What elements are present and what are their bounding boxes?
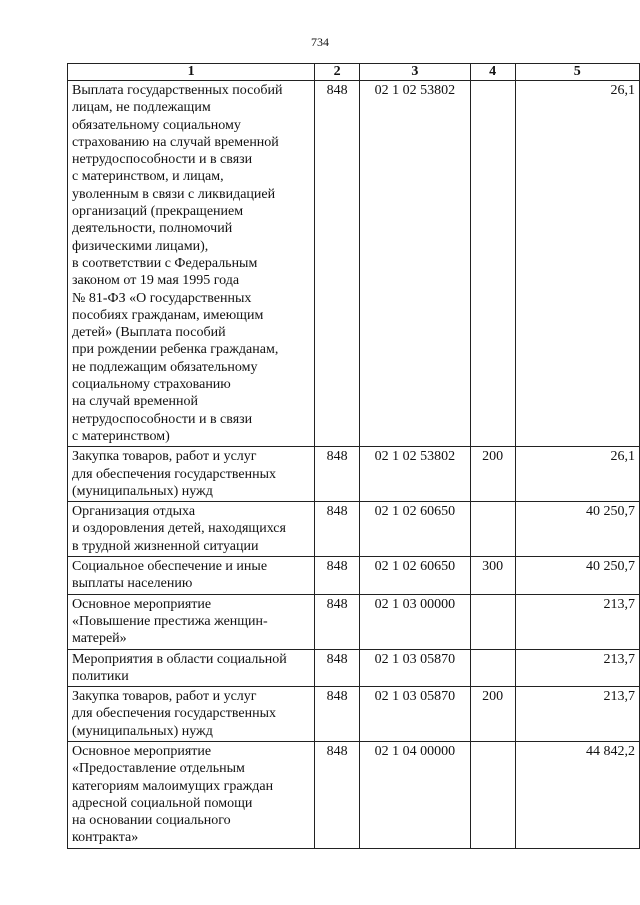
row-target-code: 02 1 02 53802 bbox=[360, 81, 471, 447]
row-ministry-code: 848 bbox=[315, 557, 360, 595]
row-name: Выплата государственных пособий лицам, не подлежащим обязательному социальному страхованию на случай временной нетрудоспособности и в связи с материнством, и лицам, уволенным в связи с ликвидацией организаций (прекращением деятельности, полномочий физическими лицами), в соответствии с Федеральным законом от 19 мая 1995 года № 81-ФЗ «О государственных пособиях гражданам, имеющим детей» (Выплата пособий при рождении ребенка гражданам, не подлежащим обязательному социальному страхованию на случай временной нетрудоспособности и в связи с материнством) bbox=[68, 81, 315, 447]
row-amount: 213,7 bbox=[515, 687, 639, 742]
row-target-code: 02 1 03 00000 bbox=[360, 594, 471, 649]
table-row bbox=[68, 502, 640, 557]
row-name: Основное мероприятие «Предоставление отдельным категориям малоимущих граждан адресной социальной помощи на основании социального контракта» bbox=[68, 741, 315, 848]
table-row bbox=[68, 594, 640, 649]
row-name: Социальное обеспечение и иные выплаты населению bbox=[68, 557, 315, 595]
row-amount: 40 250,7 bbox=[515, 502, 639, 557]
row-ministry-code: 848 bbox=[315, 741, 360, 848]
row-expense-type bbox=[470, 81, 515, 447]
header-col-2: 2 bbox=[315, 64, 360, 81]
row-amount: 40 250,7 bbox=[515, 557, 639, 595]
row-amount: 213,7 bbox=[515, 649, 639, 687]
row-amount: 26,1 bbox=[515, 447, 639, 502]
row-name: Мероприятия в области социальной политики bbox=[68, 649, 315, 687]
row-expense-type bbox=[470, 741, 515, 848]
header-col-5: 5 bbox=[515, 64, 639, 81]
table-row bbox=[68, 741, 640, 848]
row-target-code: 02 1 02 60650 bbox=[360, 502, 471, 557]
row-expense-type: 200 bbox=[470, 687, 515, 742]
row-ministry-code: 848 bbox=[315, 649, 360, 687]
table-row bbox=[68, 557, 640, 595]
row-expense-type bbox=[470, 502, 515, 557]
row-ministry-code: 848 bbox=[315, 502, 360, 557]
row-target-code: 02 1 02 53802 bbox=[360, 447, 471, 502]
row-amount: 44 842,2 bbox=[515, 741, 639, 848]
row-name: Закупка товаров, работ и услуг для обеспечения государственных (муниципальных) нужд bbox=[68, 447, 315, 502]
row-expense-type bbox=[470, 594, 515, 649]
row-target-code: 02 1 03 05870 bbox=[360, 649, 471, 687]
budget-table bbox=[67, 63, 640, 849]
row-name: Организация отдыха и оздоровления детей, находящихся в трудной жизненной ситуации bbox=[68, 502, 315, 557]
row-ministry-code: 848 bbox=[315, 81, 360, 447]
row-name: Основное мероприятие «Повышение престижа женщин- матерей» bbox=[68, 594, 315, 649]
table-row bbox=[68, 81, 640, 447]
header-col-1: 1 bbox=[68, 64, 315, 81]
table-row bbox=[68, 649, 640, 687]
row-target-code: 02 1 03 05870 bbox=[360, 687, 471, 742]
row-target-code: 02 1 02 60650 bbox=[360, 557, 471, 595]
header-col-4: 4 bbox=[470, 64, 515, 81]
page-number: 734 bbox=[311, 35, 329, 49]
row-target-code: 02 1 04 00000 bbox=[360, 741, 471, 848]
row-expense-type: 200 bbox=[470, 447, 515, 502]
table-row bbox=[68, 687, 640, 742]
row-ministry-code: 848 bbox=[315, 447, 360, 502]
row-ministry-code: 848 bbox=[315, 594, 360, 649]
row-expense-type: 300 bbox=[470, 557, 515, 595]
table-row bbox=[68, 447, 640, 502]
row-amount: 26,1 bbox=[515, 81, 639, 447]
header-col-3: 3 bbox=[360, 64, 471, 81]
header-row bbox=[68, 64, 640, 81]
row-expense-type bbox=[470, 649, 515, 687]
row-name: Закупка товаров, работ и услуг для обеспечения государственных (муниципальных) нужд bbox=[68, 687, 315, 742]
row-ministry-code: 848 bbox=[315, 687, 360, 742]
row-amount: 213,7 bbox=[515, 594, 639, 649]
